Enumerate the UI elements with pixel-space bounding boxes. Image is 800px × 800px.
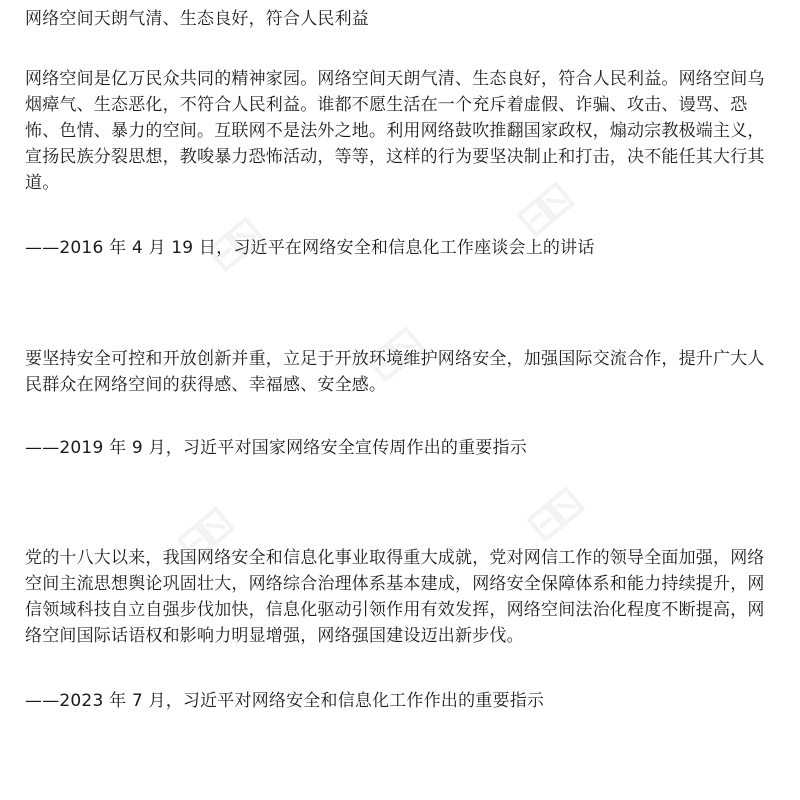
- quote-paragraph-2: 要坚持安全可控和开放创新并重，立足于开放环境维护网络安全，加强国际交流合作，提升广大人民群众在网络空间的获得感、幸福感、安全感。: [25, 349, 765, 395]
- document-heading: 网络空间天朗气清、生态良好，符合人民利益: [25, 9, 369, 29]
- quote-paragraph-1: 网络空间是亿万民众共同的精神家园。网络空间天朗气清、生态良好，符合人民利益。网络空间乌烟瘴气、生态恶化，不符合人民利益。谁都不愿生活在一个充斥着虚假、诈骗、攻击、谩骂、恐怖、色情、暴力的空间。互联网不是法外之地。利用网络鼓吹推翻国家政权，煽动宗教极端主义，宣扬民族分裂思想，教唆暴力恐怖活动，等等，这样的行为要坚决制止和打击，决不能任其大行其道。: [25, 69, 765, 193]
- quote-citation-3: ——2023 年 7 月，习近平对网络安全和信息化工作作出的重要指示: [25, 691, 545, 711]
- quote-paragraph-3: 党的十八大以来，我国网络安全和信息化事业取得重大成就，党对网信工作的领导全面加强，网络空间主流思想舆论巩固壮大，网络综合治理体系基本建成，网络安全保障体系和能力持续提升，网信领域科技自立自强步伐加快，信息化驱动引领作用有效发挥，网络空间法治化程度不断提高，网络空间国际话语权和影响力明显增强，网络强国建设迈出新步伐。: [25, 548, 765, 646]
- watermark-icon: [520, 480, 590, 550]
- quote-citation-1: ——2016 年 4 月 19 日，习近平在网络安全和信息化工作座谈会上的讲话: [25, 238, 595, 258]
- quote-citation-2: ——2019 年 9 月，习近平对国家网络安全宣传周作出的重要指示: [25, 438, 527, 458]
